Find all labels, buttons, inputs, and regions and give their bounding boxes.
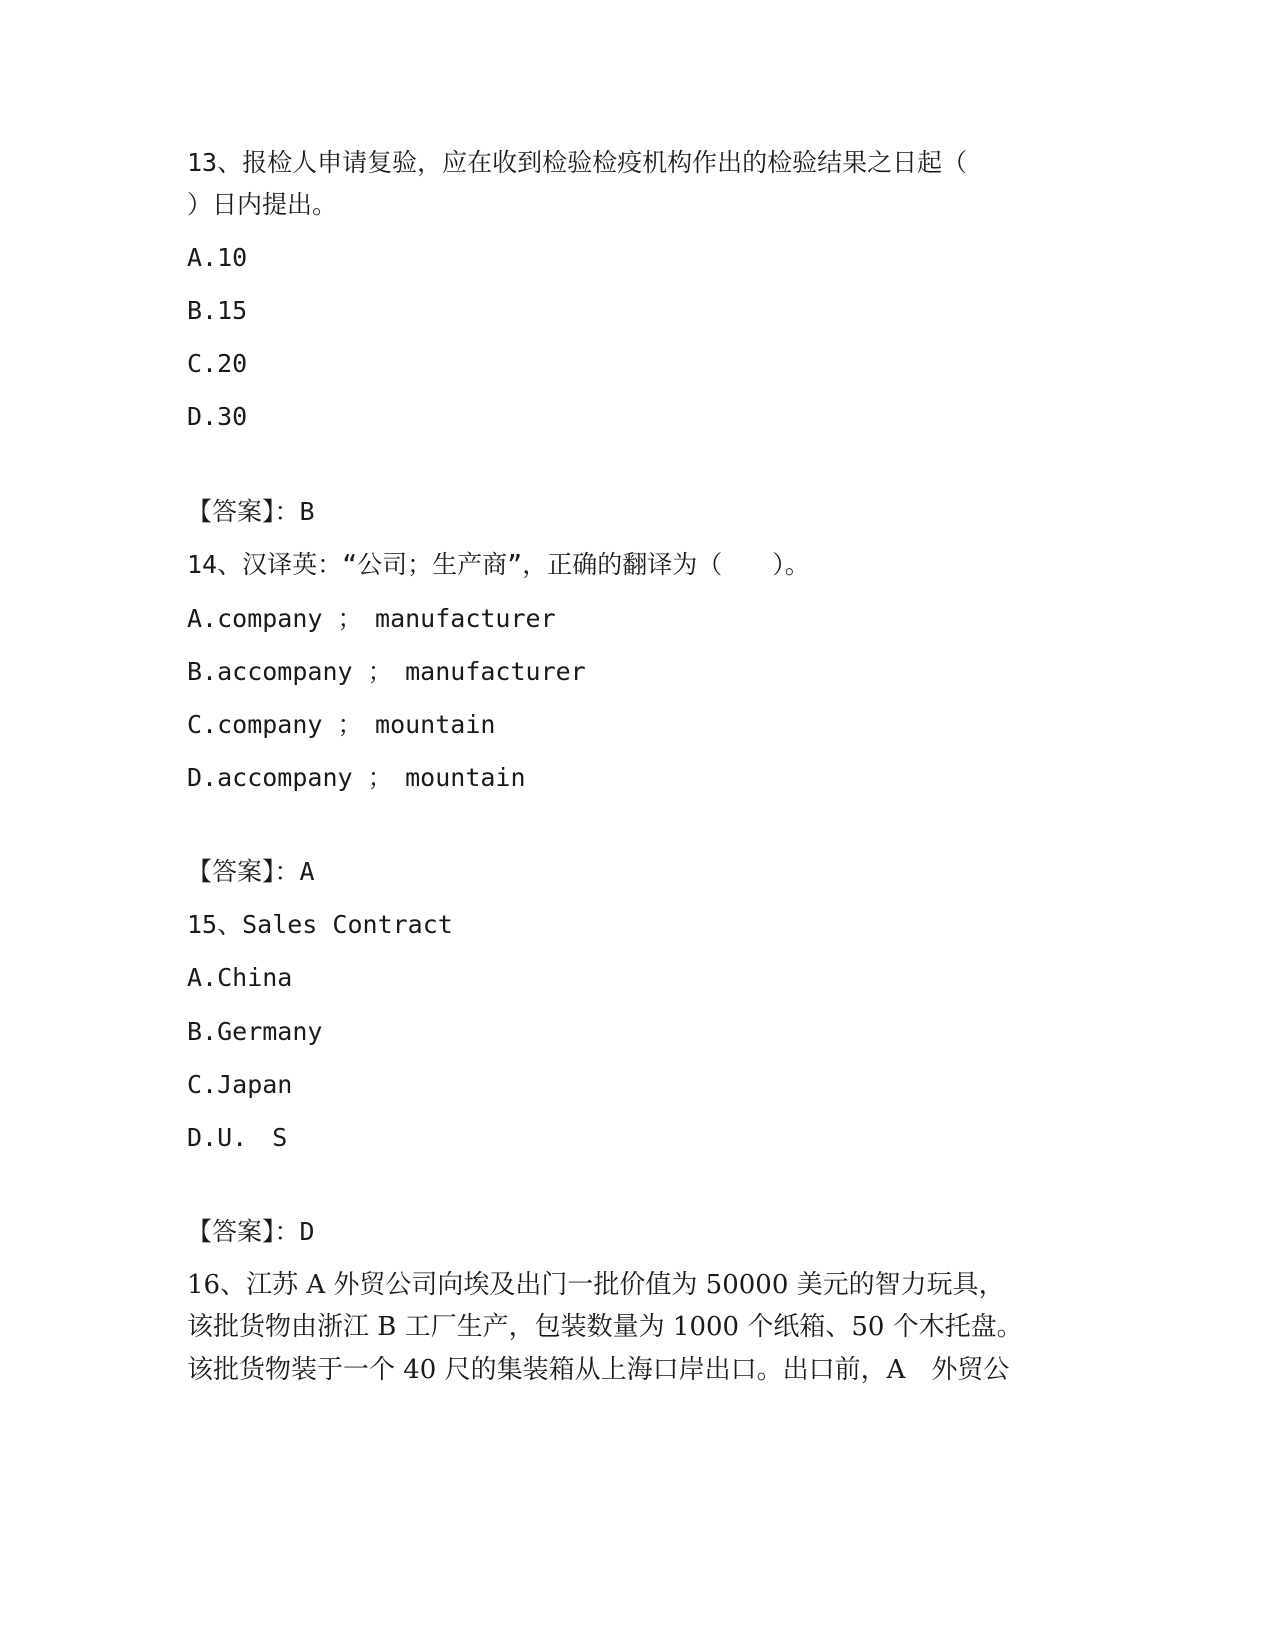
- question-13-option-d: D.30: [187, 402, 248, 431]
- question-15-stem-line-1: 15、Sales Contract: [187, 910, 453, 939]
- question-14-answer: 【答案】：A: [187, 857, 315, 886]
- question-13-answer: 【答案】：B: [187, 497, 315, 526]
- question-16-stem-line-1: 16、江苏 A 外贸公司向埃及出门一批价值为 50000 美元的智力玩具，: [187, 1270, 1005, 1300]
- question-15-answer: 【答案】：D: [187, 1217, 315, 1246]
- question-15-option-b: B.Germany: [187, 1017, 323, 1046]
- question-15-option-a: A.China: [187, 963, 293, 992]
- question-13-option-c: C.20: [187, 349, 248, 378]
- question-14-option-b: B.accompany ； manufacturer: [187, 657, 586, 686]
- question-13-option-a: A.10: [187, 243, 248, 272]
- question-13-option-b: B.15: [187, 296, 248, 325]
- question-14-option-d: D.accompany ； mountain: [187, 763, 526, 792]
- question-14-option-c: C.company ； mountain: [187, 710, 496, 739]
- question-14-stem-line-1: 14、汉译英：“公司；生产商”，正确的翻译为（ ）。: [187, 550, 810, 579]
- question-13-stem-line-1: 13、报检人申请复验，应在收到检验检疫机构作出的检验结果之日起（: [187, 148, 968, 177]
- question-13-stem-line-2: ）日内提出。: [187, 190, 338, 219]
- question-16-stem-line-2: 该批货物由浙江 B 工厂生产，包装数量为 1000 个纸箱、50 个木托盘。: [187, 1312, 1023, 1342]
- question-16-stem-line-3: 该批货物装于一个 40 尺的集装箱从上海口岸出口。出口前，A 外贸公: [187, 1355, 1010, 1385]
- question-14-option-a: A.company ； manufacturer: [187, 604, 556, 633]
- question-15-option-d: D.U. S: [187, 1123, 288, 1152]
- question-15-option-c: C.Japan: [187, 1070, 293, 1099]
